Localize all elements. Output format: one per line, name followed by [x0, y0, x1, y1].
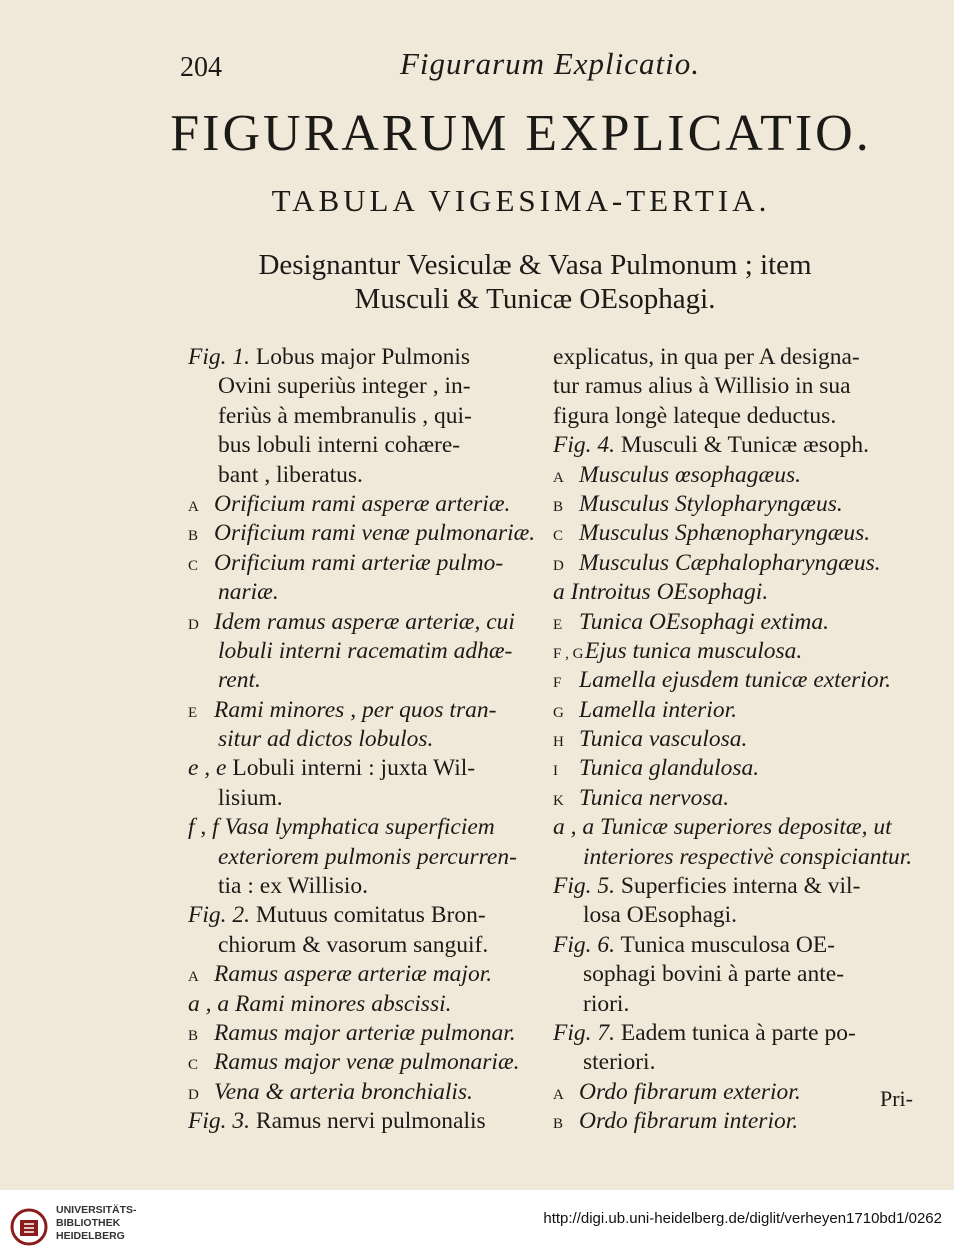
text-line — [188, 901, 553, 930]
line-text: Tunica musculosa OE- — [615, 931, 835, 958]
line-text: Lamella interior. — [579, 696, 737, 723]
text-line — [188, 843, 553, 872]
source-url-link[interactable]: http://digi.ub.uni-heidelberg.de/diglit/verheyen1710bd1/0262 — [543, 1210, 942, 1227]
text-line — [553, 490, 923, 519]
text-line — [188, 519, 553, 548]
text-line — [553, 931, 923, 960]
text-line — [553, 608, 923, 637]
left-column — [188, 343, 553, 1137]
line-text: nariæ. — [218, 579, 279, 606]
text-line — [188, 372, 553, 401]
letter-marker: A — [188, 498, 199, 515]
text-line — [553, 872, 923, 901]
text-line — [553, 343, 923, 372]
line-text: Lobus major Pulmonis — [250, 344, 471, 370]
line-text: chiorum & vasorum sanguif. — [218, 931, 489, 958]
text-line — [188, 666, 553, 695]
text-line — [188, 696, 553, 725]
library-name-line: UNIVERSITÄTS- — [56, 1204, 137, 1216]
line-text: bant , liberatus. — [218, 461, 363, 488]
line-text: Ordo fibrarum exterior. — [579, 1078, 801, 1105]
letter-marker: D — [553, 557, 564, 574]
text-line — [553, 843, 923, 872]
text-line — [553, 696, 923, 725]
plate-description — [195, 248, 875, 316]
figure-label: a — [553, 579, 565, 606]
line-text: explicatus, in qua per A designa- — [553, 344, 860, 370]
table-subtitle: TABULA VIGESIMA-TERTIA. — [271, 183, 771, 218]
text-line — [553, 402, 923, 431]
figure-label: a , a — [553, 814, 595, 841]
text-line — [188, 960, 553, 989]
line-text: Lobuli interni : juxta Wil- — [226, 755, 476, 782]
text-line — [188, 402, 553, 431]
text-line — [188, 431, 553, 460]
line-text: Musculus Cæphalopharyngæus. — [579, 549, 881, 576]
line-text: lisium. — [218, 784, 283, 811]
letter-marker: B — [553, 1116, 564, 1133]
line-text: Musculi & Tunicæ æsoph. — [615, 432, 870, 459]
figure-label: Fig. 2. — [188, 902, 251, 929]
text-line — [188, 637, 553, 666]
line-text: Vasa lymphatica superficiem — [218, 814, 495, 841]
line-text: situr ad dictos lobulos. — [218, 726, 434, 753]
letter-marker: E — [553, 616, 563, 633]
line-text: Ejus tunica musculosa. — [579, 637, 803, 664]
figure-label: Fig. 5. — [553, 873, 616, 900]
letter-marker: K — [553, 792, 564, 809]
letter-marker: I — [553, 763, 558, 780]
line-text: Orificium rami asperæ arteriæ. — [214, 490, 511, 517]
letter-marker: D — [188, 1086, 199, 1103]
text-line — [553, 784, 923, 813]
text-line — [188, 490, 553, 519]
letter-marker: E — [188, 704, 198, 721]
text-line — [188, 549, 553, 578]
line-text: Ramus major venæ pulmonariæ. — [214, 1049, 520, 1076]
text-line — [553, 431, 923, 460]
text-line — [188, 1019, 553, 1048]
text-line — [188, 813, 553, 842]
line-text: Ramus asperæ arteriæ major. — [214, 961, 493, 988]
line-text: feriùs à membranulis , qui- — [218, 402, 472, 429]
text-line — [188, 1107, 553, 1136]
letter-marker: A — [553, 1086, 564, 1103]
line-text: Eadem tunica à parte po- — [615, 1019, 856, 1046]
running-title: Figurarum Explicatio. — [400, 46, 700, 81]
text-line — [188, 725, 553, 754]
line-text: Tunica glandulosa. — [579, 755, 760, 782]
figure-label: Fig. 3. — [188, 1108, 251, 1135]
text-line — [553, 725, 923, 754]
line-text: Idem ramus asperæ arteriæ, cui — [214, 608, 515, 635]
line-text: figura longè lateque deductus. — [553, 402, 837, 429]
line-text: Musculus Stylopharyngæus. — [579, 490, 843, 517]
line-text: Lamella ejusdem tunicæ exterior. — [579, 667, 891, 694]
letter-marker: G — [553, 704, 564, 721]
text-line — [188, 931, 553, 960]
figure-label: Fig. 4. — [553, 432, 616, 459]
line-text: rent. — [218, 667, 261, 694]
letter-marker: F , G — [553, 645, 584, 662]
description-line: Designantur Vesiculæ & Vasa Pulmonum ; item — [258, 249, 812, 281]
text-line — [553, 813, 923, 842]
catchword: Pri- — [880, 1086, 913, 1111]
right-column — [553, 343, 923, 1137]
text-line — [188, 990, 553, 1019]
main-title: FIGURARUM EXPLICATIO. — [170, 105, 872, 162]
text-line — [553, 637, 923, 666]
figure-label: Fig. 7. — [553, 1019, 616, 1046]
line-text: Tunica OEsophagi extima. — [579, 608, 829, 635]
text-line — [188, 343, 553, 372]
letter-marker: B — [188, 1027, 199, 1044]
text-line — [188, 1078, 553, 1107]
line-text: Tunicæ superiores depositæ, ut — [594, 814, 892, 841]
text-line — [553, 519, 923, 548]
line-text: Introitus OEsophagi. — [564, 579, 769, 606]
line-text: riori. — [583, 990, 630, 1017]
line-text: sophagi bovini à parte ante- — [583, 961, 845, 988]
line-text: lobuli interni racematim adhæ- — [218, 637, 513, 664]
figure-label: Fig. 1. — [188, 344, 251, 370]
figure-label: a , — [188, 990, 212, 1017]
line-text: tia : ex Willisio. — [218, 873, 369, 900]
text-line — [553, 666, 923, 695]
library-logo-icon — [10, 1208, 48, 1246]
text-line — [553, 754, 923, 783]
letter-marker: H — [553, 734, 564, 751]
library-name-line: HEIDELBERG — [56, 1230, 125, 1242]
letter-marker: D — [188, 616, 199, 633]
line-text: tur ramus alius à Willisio in sua — [553, 373, 851, 400]
text-line — [553, 372, 923, 401]
line-text: Ramus major arteriæ pulmonar. — [214, 1019, 516, 1046]
text-line — [188, 784, 553, 813]
line-text: Musculus Sphænopharyngæus. — [579, 520, 871, 547]
line-text: losa OEsophagi. — [583, 902, 738, 929]
text-line — [188, 461, 553, 490]
line-text: Rami minores , per quos tran- — [214, 696, 497, 723]
line-text: Ovini superiùs integer , in- — [218, 373, 471, 400]
text-line — [553, 990, 923, 1019]
letter-marker: A — [553, 469, 564, 486]
line-text: Superficies interna & vil- — [615, 873, 861, 900]
text-line — [188, 578, 553, 607]
text-line — [553, 461, 923, 490]
letter-marker: C — [553, 528, 564, 545]
line-text: Ramus nervi pulmonalis — [250, 1108, 486, 1135]
line-text: Ordo fibrarum interior. — [579, 1108, 799, 1135]
text-line — [188, 872, 553, 901]
line-text: bus lobuli interni cohære- — [218, 432, 461, 459]
line-text: Tunica nervosa. — [579, 784, 730, 811]
line-text: Musculus œsophagæus. — [579, 461, 801, 488]
description-line: Musculi & Tunicæ OEsophagi. — [354, 283, 716, 315]
letter-marker: B — [553, 498, 564, 515]
line-text: Orificium rami arteriæ pulmo- — [214, 549, 504, 576]
text-line — [188, 608, 553, 637]
line-text: steriori. — [583, 1049, 656, 1076]
line-text: interiores respectivè conspiciantur. — [583, 843, 913, 870]
figure-label: e , e — [188, 755, 227, 782]
line-text: Vena & arteria bronchialis. — [214, 1078, 473, 1105]
figure-label: f , f — [188, 814, 219, 841]
line-text: exteriorem pulmonis percurren- — [218, 843, 517, 870]
line-text: a Rami minores abscissi. — [211, 990, 452, 1017]
text-line — [553, 1078, 923, 1107]
letter-marker: F — [553, 675, 562, 692]
text-line — [553, 960, 923, 989]
text-line — [188, 1048, 553, 1077]
line-text: Tunica vasculosa. — [579, 726, 748, 753]
figure-label: Fig. 6. — [553, 931, 616, 958]
line-text: Orificium rami venæ pulmonariæ. — [214, 520, 536, 547]
text-line — [553, 578, 923, 607]
letter-marker: C — [188, 1057, 199, 1074]
letter-marker: A — [188, 969, 199, 986]
text-line — [553, 1048, 923, 1077]
footer-bar — [0, 1190, 954, 1260]
text-line — [553, 549, 923, 578]
text-line — [188, 754, 553, 783]
text-line — [553, 1107, 923, 1136]
library-name — [56, 1204, 137, 1243]
line-text: Mutuus comitatus Bron- — [250, 902, 486, 929]
text-line — [553, 1019, 923, 1048]
letter-marker: C — [188, 557, 199, 574]
library-name-line: BIBLIOTHEK — [56, 1217, 121, 1229]
letter-marker: B — [188, 528, 199, 545]
text-line — [553, 901, 923, 930]
page-number: 204 — [180, 52, 222, 83]
